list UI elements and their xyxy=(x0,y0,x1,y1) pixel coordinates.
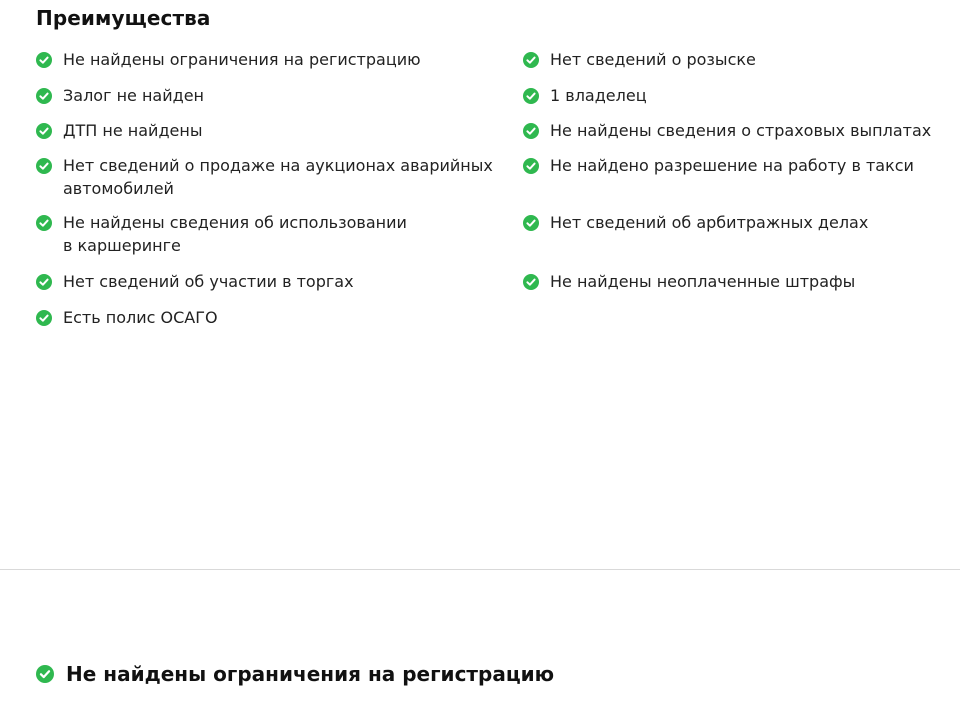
check-circle-icon xyxy=(36,274,52,290)
advantage-label: Не найдены сведения о страховых выплатах xyxy=(550,121,932,140)
advantage-item xyxy=(36,119,202,142)
check-circle-icon xyxy=(523,158,539,174)
advantage-item xyxy=(523,154,914,177)
check-circle-icon xyxy=(523,52,539,68)
advantage-label: ДТП не найдены xyxy=(63,121,203,140)
detail-section-heading xyxy=(36,662,554,686)
advantage-item xyxy=(36,154,493,200)
check-circle-icon xyxy=(36,158,52,174)
check-circle-icon xyxy=(36,52,52,68)
check-circle-icon xyxy=(36,665,54,683)
check-circle-icon xyxy=(36,123,52,139)
advantage-label: Нет сведений об арбитражных делах xyxy=(550,213,869,232)
advantage-item xyxy=(523,48,756,71)
advantage-label: Есть полис ОСАГО xyxy=(63,308,218,327)
advantage-item xyxy=(36,48,421,71)
advantage-label: Не найдены неоплаченные штрафы xyxy=(550,272,856,291)
section-divider xyxy=(0,569,960,570)
advantage-item xyxy=(523,270,855,293)
detail-heading-text: Не найдены ограничения на регистрацию xyxy=(66,662,555,686)
check-circle-icon xyxy=(36,88,52,104)
check-circle-icon xyxy=(36,310,52,326)
advantages-title: Преимущества xyxy=(36,6,211,30)
advantage-item xyxy=(523,84,647,107)
advantage-item xyxy=(523,211,868,234)
check-circle-icon xyxy=(523,123,539,139)
advantage-label: Залог не найден xyxy=(63,86,204,105)
advantage-item xyxy=(36,270,354,293)
check-circle-icon xyxy=(523,88,539,104)
advantage-label: Нет сведений об участии в торгах xyxy=(63,272,354,291)
advantage-label: Не найдены сведения об использовании в каршеринге xyxy=(63,213,407,255)
advantage-label: Не найдены ограничения на регистрацию xyxy=(63,50,421,69)
advantage-label: Не найдено разрешение на работу в такси xyxy=(550,156,914,175)
check-circle-icon xyxy=(36,215,52,231)
advantage-item xyxy=(523,119,931,142)
check-circle-icon xyxy=(523,215,539,231)
advantage-item xyxy=(36,306,218,329)
advantage-item xyxy=(36,84,204,107)
advantage-item xyxy=(36,211,407,257)
advantage-label: Нет сведений о продаже на аукционах аварийных автомобилей xyxy=(63,156,493,198)
check-circle-icon xyxy=(523,274,539,290)
advantage-label: 1 владелец xyxy=(550,86,647,105)
advantage-label: Нет сведений о розыске xyxy=(550,50,756,69)
